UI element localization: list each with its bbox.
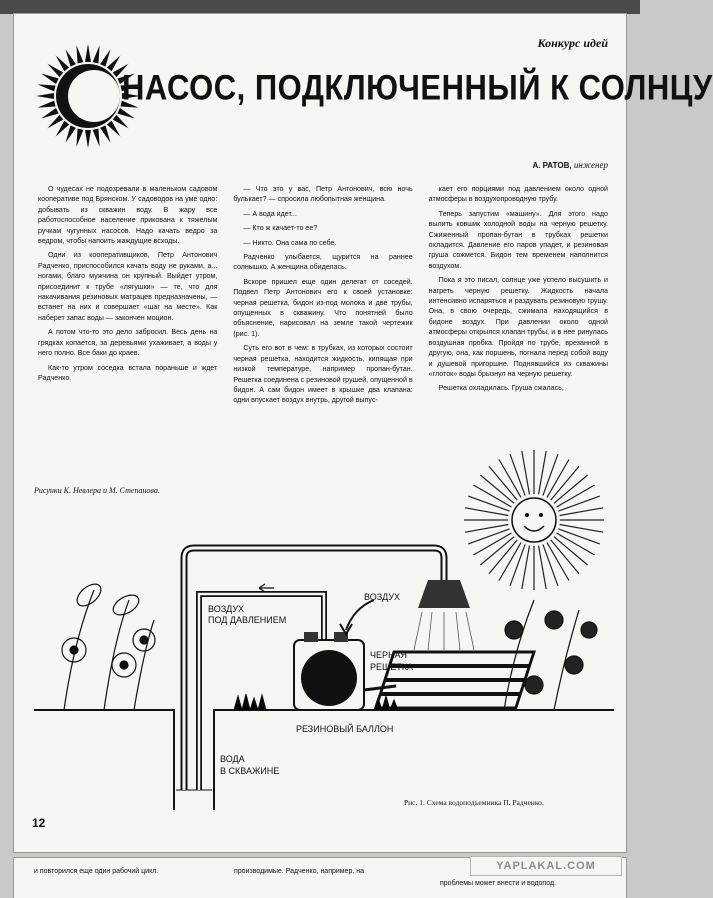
paragraph: — Кто ж качает-то ее?: [243, 224, 318, 233]
label-rubber-balloon: РЕЗИНОВЫЙ БАЛЛОН: [296, 724, 394, 734]
shower-head-icon: [418, 580, 470, 608]
paragraph: Радченко улыбается, щурится на раннее солнышко. А женщина обиделась.: [233, 253, 413, 272]
label-black-grid-2: РЕШЕТКА: [370, 662, 414, 672]
paragraph: — Что это у вас, Петр Антонович, всю ночь булькает? — спросила любопытная женщина.: [233, 185, 413, 204]
paragraph: Как-то утром соседка встала пораньше и ждет Радченко.: [38, 363, 218, 382]
label-air-under-pressure-1: ВОЗДУХ: [208, 604, 245, 614]
article-title: НАСОС, ПОДКЛЮЧЕННЫЙ К СОЛНЦУ: [122, 67, 713, 108]
paragraph: Пока я это писал, солнце уже успело высушить и нагреть черную решетку. Жидкость начала интенсивно испаряться и раздувать резиновую грушу. Она, в свою очередь, сжимала находящийся в бидоне воздух. При давлении около одной атмосферы открылся клапан трубы, и в нее ринулась воздушная пробка. Пройдя по трубе, врезанной в другую, она, как поршень, погнала перед собой воду и душевой пригоршне. Поднявшийся из скважины «глоток» воды брызнул на черную решетку.: [428, 276, 608, 378]
page-number: 12: [32, 816, 46, 830]
paragraph: Суть его вот в чем: в трубках, из которых состоит черная решетка, находится жидкость, кипящая при низкой температуре, например пропан-бутан. Решетка соединена с резиновой грушей, опущенной в бидон. А сам бидон имеет в крышке два клапана: одни впускает воздух внутрь, другой выпус-: [233, 344, 413, 405]
paragraph: кает его порциями под давлением около одной атмосферы в воздухопроводную трубу.: [428, 185, 608, 204]
article-body: [38, 184, 608, 474]
paragraph: Вскоре пришел еще один делегат от соседей. Подвел Петр Антонович его к своей установке: черная решетка, бидон из-под молока и две трубы, опущенных в скважину. Что понятней было объяснение, нарисовал на земле такой чертежик (рис. 1).: [233, 277, 413, 338]
rubric: Конкурс идей: [537, 36, 608, 50]
paragraph: Одни из кооперативщиков, Петр Антонович Радченко, приспособился качать воду не руками, а... ногами, благо мужчина он крупный. Выйдет утром, присоединит к трубе «лягушки» — те, что для накачивания резиновых матрацев предназначены, — встанет на них и совершает «шаг на месте». Как наберет запас воды — закончен моцион.: [38, 251, 218, 322]
watermark: YAPLAKAL.COM: [470, 856, 622, 876]
label-air: ВОЗДУХ: [364, 592, 401, 602]
label-black-grid-1: ЧЕРНАЯ: [370, 650, 408, 660]
paragraph: — А вода идет...: [243, 209, 297, 218]
author-name: А. РАТОВ,: [532, 161, 572, 170]
next-page-text-left: и повторился еще один рабочий цикл.: [34, 868, 159, 875]
rubber-balloon: [301, 650, 357, 706]
author-byline: [532, 160, 608, 170]
figure-caption: Рис. 1. Схема водоподъемника П. Радченко.: [404, 798, 544, 807]
label-air-under-pressure-2: ПОД ДАВЛЕНИЕМ: [208, 615, 287, 625]
next-page-text-right: проблемы может внести и водопод.: [440, 880, 556, 887]
illustration-credit: Рисунки К. Невлера и М. Степанова.: [34, 486, 160, 495]
pump-diagram: [34, 490, 614, 812]
paragraph: Решетка охладилась. Груша сжалась,: [438, 384, 564, 393]
paragraph: — Никто. Она сама по себе.: [243, 238, 337, 247]
next-page-text-middle: производимые. Радченко, например, на: [234, 868, 365, 875]
plant-illustration: [62, 580, 155, 710]
paragraph: О чудесах не подозревали в маленьком садовом кооперативе под Брянском. У садоводов на уме одно: добывать из скважин воду. В жару все работоспособное население прикована к тяжелым ручкам чугунных насосов. Надо качать ведро за ведром, чтобы напоить жаждущие всходы.: [38, 185, 218, 246]
paragraph: А потом что-то это дело забросил. Весь день на грядках копается, за деревьями ухаживает, а воды у него полно. Все баки до краев.: [38, 328, 218, 358]
label-water-2: В СКВАЖИНЕ: [220, 766, 280, 776]
author-role: инженер: [573, 160, 608, 170]
grid-connector-tube: [364, 686, 396, 690]
text-column-2: [233, 184, 412, 474]
viewer-top-bar: [0, 0, 640, 14]
label-water-1: ВОДА: [220, 754, 245, 764]
air-flow-arrow-icon: [259, 584, 274, 592]
text-column-3: [429, 184, 608, 474]
magazine-page: [14, 14, 713, 852]
paragraph: Теперь запустим «машину». Для этого надо вылить ковшик холодной воды на черную решетку. Сжиженный пропан-бутан в трубках решетки охладится. Давление его паров упадет, и резиновая груша сожмется. Бидон тем временем наполнится воздухом.: [428, 209, 608, 270]
text-column-1: [38, 184, 217, 474]
well-shaft: [174, 710, 214, 810]
